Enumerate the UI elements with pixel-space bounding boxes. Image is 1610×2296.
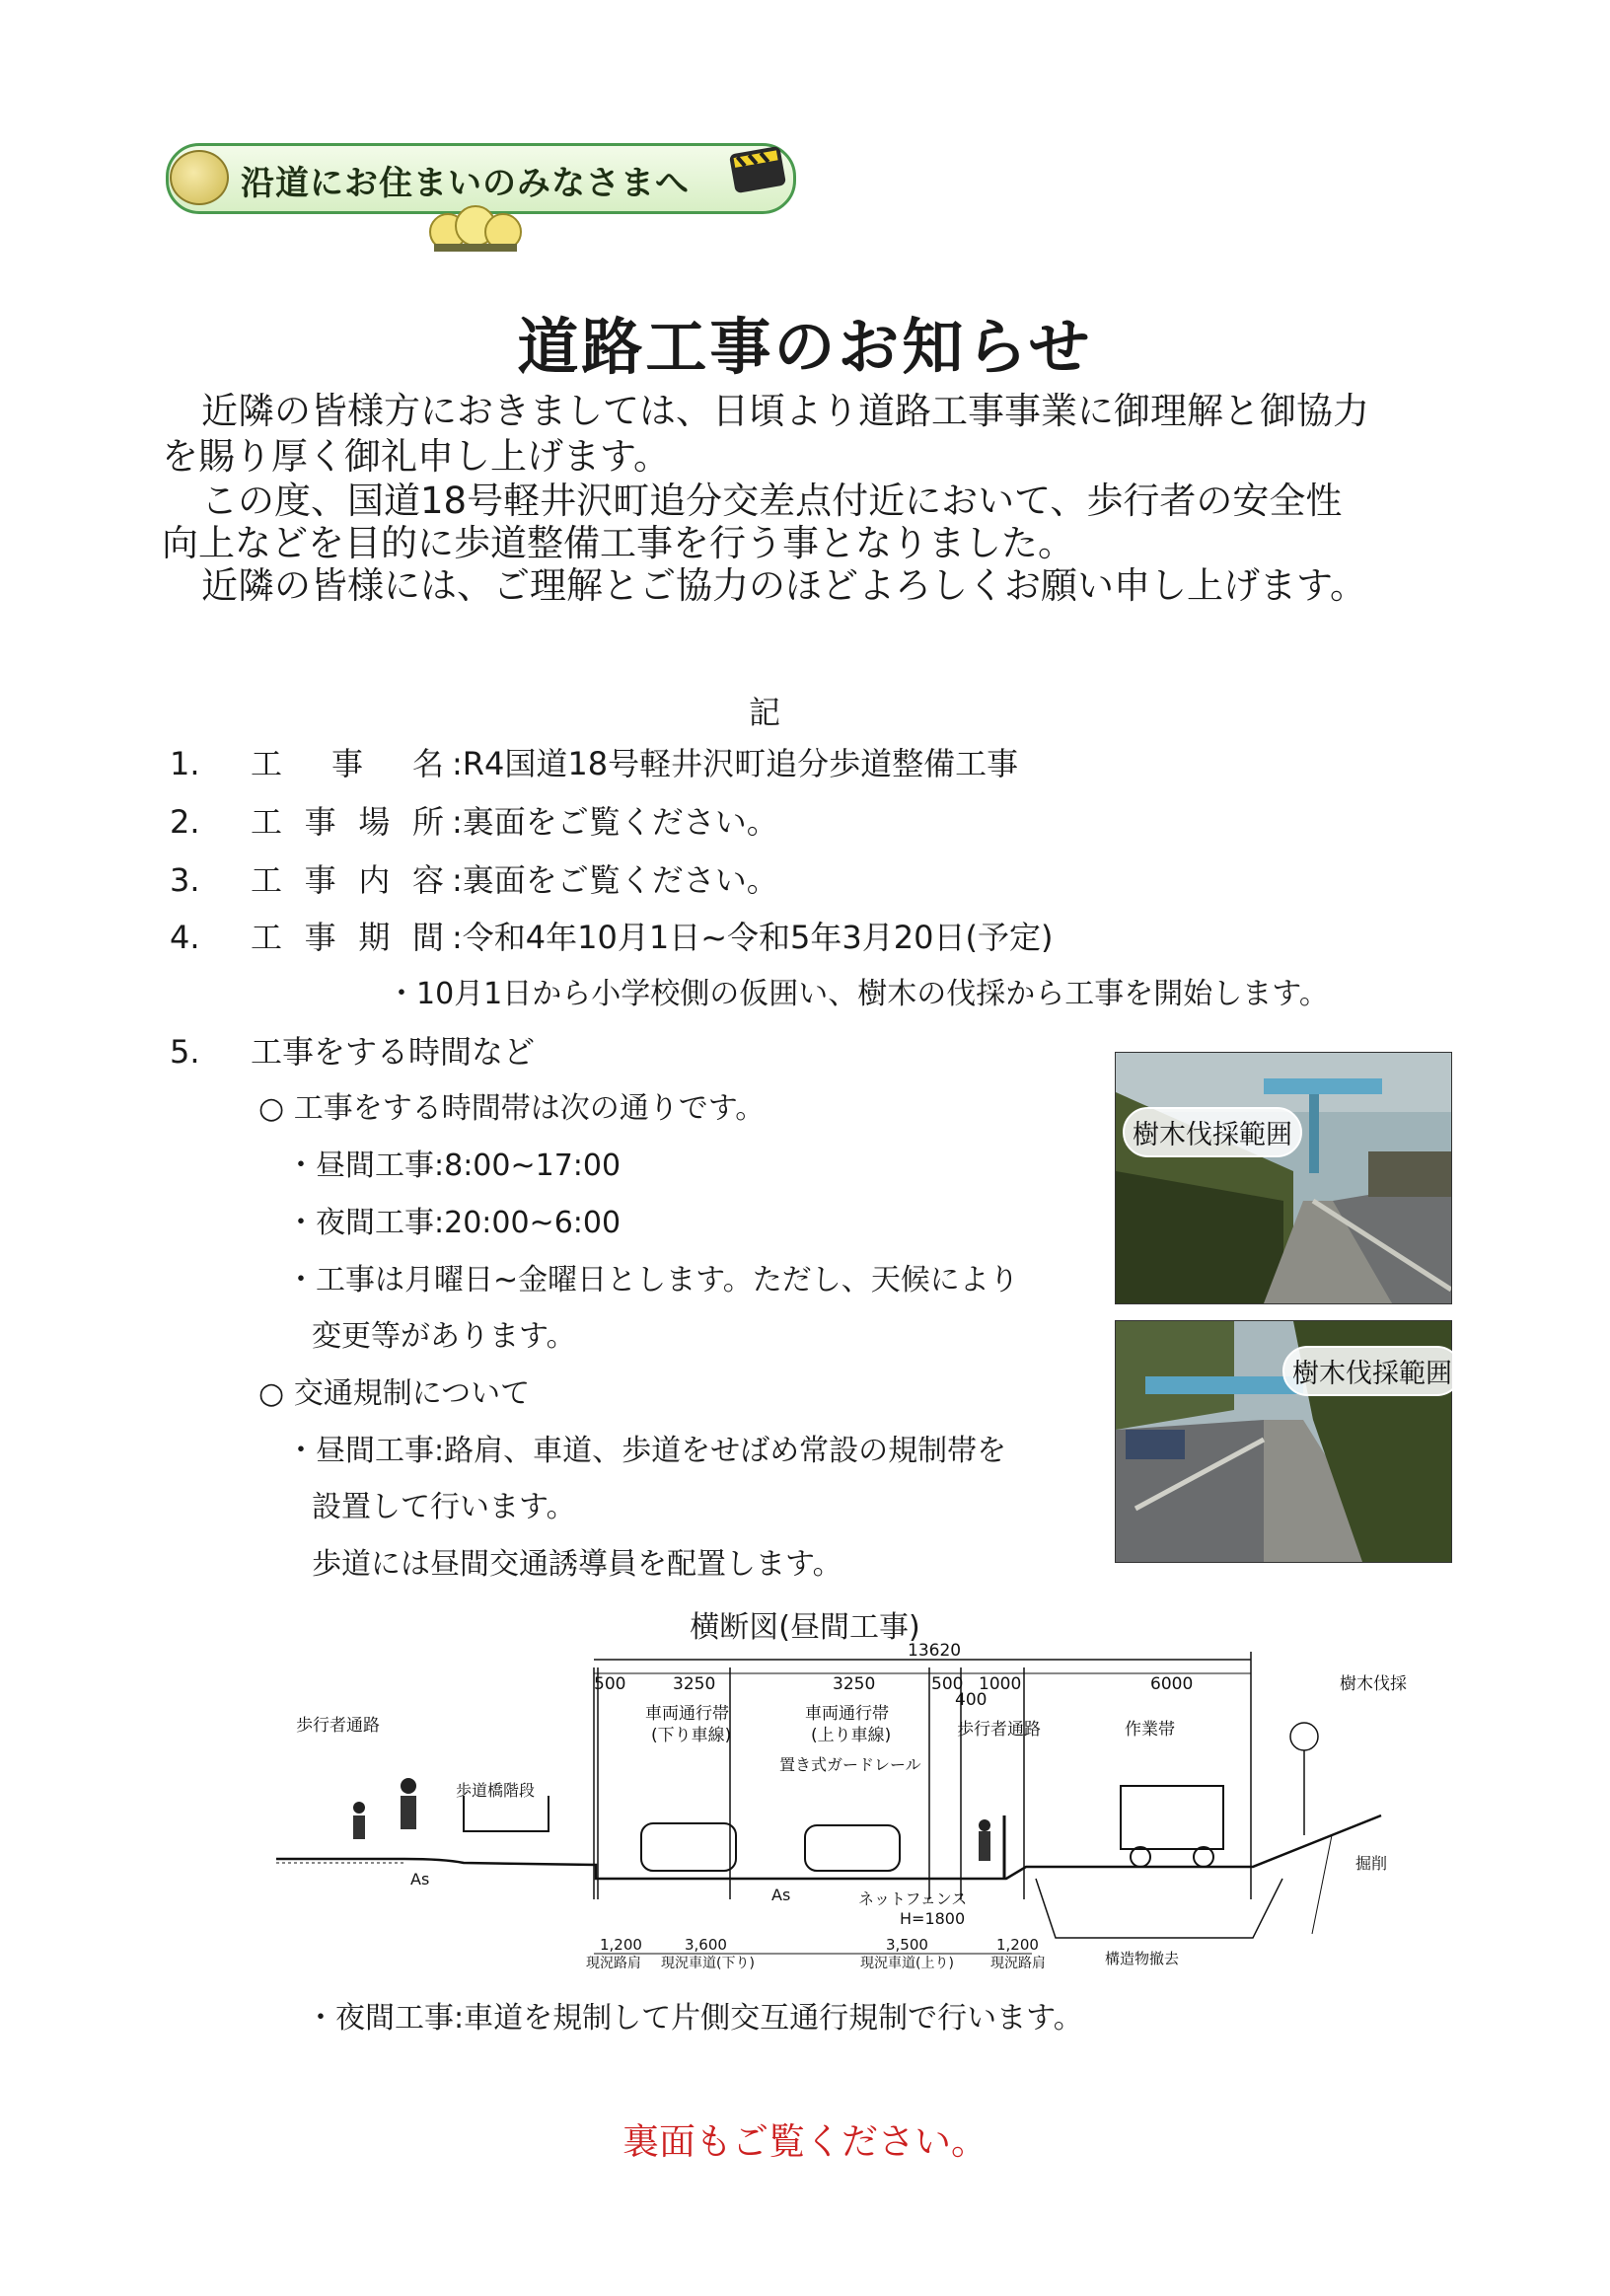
item-number: 1. [170, 745, 200, 782]
item-value: :裏面をご覧ください。 [452, 861, 778, 899]
intro-line: 向上などを目的に歩道整備工事を行う事となりました。 [162, 522, 1074, 564]
night-hours: ・夜間工事:20:00~6:00 [286, 1206, 622, 1240]
workdays-text: ・工事は月曜日~金曜日とします。ただし、天候により [286, 1263, 1019, 1297]
workdays-text: 変更等があります。 [312, 1319, 576, 1354]
item-label: 工 事 名 [251, 745, 444, 782]
bottom-label: 現況車道(上り) [860, 1956, 954, 1971]
traffic-day-text: 設置して行います。 [312, 1490, 576, 1524]
cross-section-diagram [266, 1638, 1430, 1983]
traffic-day-text: ・昼間工事:路肩、車道、歩道をせばめ常設の規制帯を [286, 1434, 1007, 1468]
pedestrian-label: 歩行者通路 [296, 1716, 380, 1736]
bottom-label: 現況路肩 [990, 1956, 1046, 1971]
dim-label: 500 [931, 1674, 964, 1694]
asphalt-label: As [771, 1886, 791, 1904]
dim-label: 500 [594, 1674, 626, 1694]
bottom-dim: 3,600 [685, 1936, 727, 1954]
dim-label: 3250 [833, 1674, 876, 1694]
footer-note: 裏面もご覧ください。 [622, 2120, 988, 2163]
page-title: 道路工事のお知らせ [517, 311, 1093, 383]
traffic-day-text: 歩道には昼間交通誘導員を配置します。 [312, 1547, 842, 1582]
lane-label: (上り車線) [811, 1726, 892, 1745]
diagram-title: 横断図(昼間工事) [690, 1610, 920, 1645]
dim-total: 13620 [908, 1641, 962, 1661]
bottom-dim: 1,200 [996, 1936, 1039, 1954]
photo-label: 樹木伐採範囲 [1123, 1107, 1302, 1157]
item-number: 5. [170, 1033, 200, 1071]
intro-line: 近隣の皆様方におきましては、日頃より道路工事事業に御理解と御協力 [201, 390, 1369, 432]
lane-label: (下り車線) [651, 1726, 732, 1745]
tree-removal-photo [1115, 1052, 1452, 1304]
item-label: 工事をする時間など [251, 1033, 536, 1071]
dim-label: 6000 [1150, 1674, 1194, 1694]
net-fence-label: ネットフェンス [858, 1889, 968, 1908]
lane-label: 車両通行帯 [805, 1704, 889, 1724]
item-label: 工 事 場 所 [251, 803, 444, 841]
item-number: 4. [170, 919, 200, 956]
ki-heading: 記 [748, 694, 780, 731]
bottom-label: 現況路肩 [586, 1956, 641, 1971]
photo-label: 樹木伐採範囲 [1282, 1346, 1462, 1396]
dim-label: 1000 [979, 1674, 1022, 1694]
bottom-label: 現況車道(下り) [661, 1956, 755, 1971]
asphalt-label: As [410, 1870, 430, 1889]
intro-line: 近隣の皆様には、ご理解とご協力のほどよろしくお願い申し上げます。 [201, 564, 1367, 607]
bottom-dim: 1,200 [600, 1936, 642, 1954]
stairs-label: 歩道橋階段 [456, 1781, 536, 1800]
work-zone-label: 作業帯 [1125, 1720, 1175, 1740]
item-label: 工 事 内 容 [251, 861, 444, 899]
removal-label: 構造物撤去 [1105, 1950, 1180, 1967]
tree-label: 樹木伐採 [1340, 1674, 1407, 1694]
banner-text: 沿道にお住まいのみなさまへ [241, 164, 690, 203]
item-value: :令和4年10月1日~令和5年3月20日(予定) [452, 919, 1054, 956]
net-fence-height: H=1800 [900, 1909, 966, 1928]
item-value: :裏面をご覧ください。 [452, 803, 778, 841]
lane-label: 車両通行帯 [645, 1704, 729, 1724]
time-heading: ○ 工事をする時間帯は次の通りです。 [258, 1091, 766, 1126]
day-hours: ・昼間工事:8:00~17:00 [286, 1148, 622, 1183]
item-number: 3. [170, 861, 200, 899]
guardrail-label: 置き式ガードレール [779, 1755, 921, 1774]
dim-label: 3250 [673, 1674, 716, 1694]
item-value: :R4国道18号軽井沢町追分歩道整備工事 [452, 745, 1019, 782]
item4-note: ・10月1日から小学校側の仮囲い、樹木の伐採から工事を開始します。 [387, 977, 1329, 1011]
traffic-heading: ○ 交通規制について [258, 1376, 531, 1411]
helmet-mascots-icon [426, 200, 525, 259]
mascot-icon [170, 150, 229, 205]
bottom-dim: 3,500 [886, 1936, 928, 1954]
dim-label: 400 [955, 1690, 988, 1710]
item-number: 2. [170, 803, 200, 841]
pedestrian-label: 歩行者通路 [957, 1720, 1041, 1740]
item-label: 工 事 期 間 [251, 919, 444, 956]
excavation-label: 掘削 [1355, 1854, 1388, 1873]
traffic-night-text: ・夜間工事:車道を規制して片側交互通行規制で行います。 [306, 2001, 1083, 2036]
intro-line: この度、国道18号軽井沢町追分交差点付近において、歩行者の安全性 [201, 480, 1343, 522]
intro-line: を賜り厚く御礼申し上げます。 [162, 435, 671, 478]
